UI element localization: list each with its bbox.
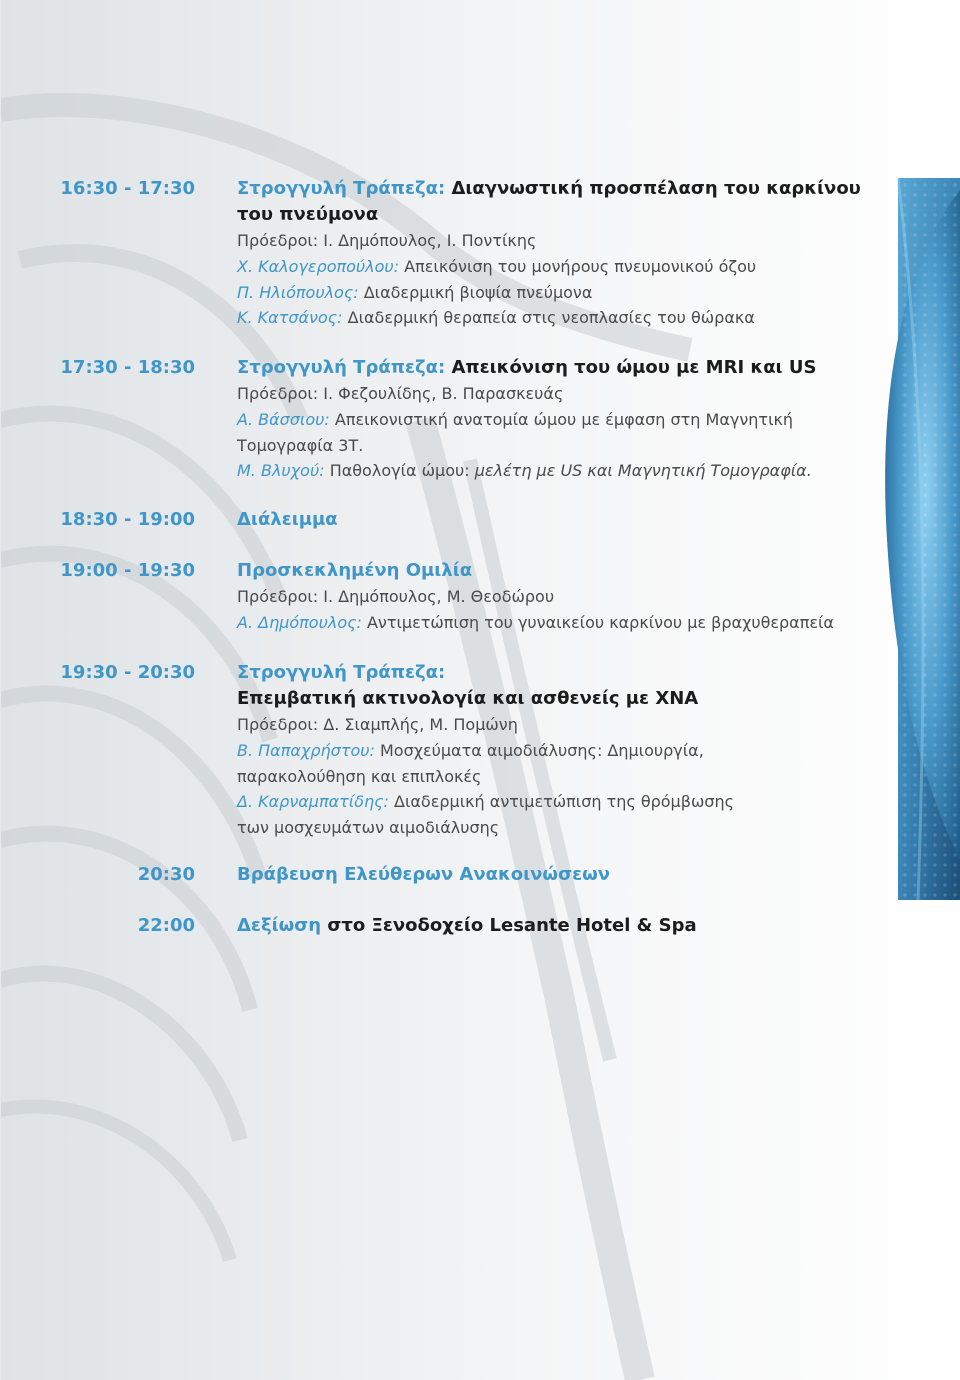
session-title: Απεικόνιση του ώμου με MRI και US (451, 357, 817, 378)
talk-item (237, 738, 847, 764)
talk-item (237, 458, 847, 484)
talk-speaker: Α. Βάσσιου: (237, 409, 330, 429)
talk-item (237, 254, 847, 280)
session-content (237, 862, 847, 888)
session-time: 20:30 (137, 864, 195, 885)
talk-topic: Αντιμετώπιση του γυναικείου καρκίνου με βραχυθεραπεία (366, 612, 834, 632)
talk-topic-continued: παρακολούθηση και επιπλοκές (237, 766, 482, 786)
talk-speaker: Β. Παπαχρήστου: (237, 740, 375, 760)
session-content (237, 507, 847, 533)
session-type-label: Στρογγυλή Τράπεζα: (237, 357, 446, 378)
session-content (237, 355, 847, 484)
talk-topic-detail: μελέτη με US και Μαγνητική Τομογραφία. (474, 461, 812, 481)
session-chairs: Πρόεδροι: Ι. Φεζουλίδης, Β. Παρασκευάς (237, 384, 564, 403)
session-time: 17:30 - 18:30 (60, 357, 195, 378)
talk-speaker: Π. Ηλιόπουλος: (237, 282, 359, 302)
session-time: 19:00 - 19:30 (60, 560, 195, 581)
session-time: 18:30 - 19:00 (60, 509, 195, 530)
talk-topic-continued: Τομογραφία 3Τ. (237, 435, 364, 455)
talk-item (237, 610, 847, 636)
session-chairs: Πρόεδροι: Δ. Σιαμπλής, Μ. Πομώνη (237, 715, 518, 734)
talk-item (237, 280, 847, 306)
session-time: 22:00 (137, 915, 195, 936)
talk-speaker: Α. Δημόπουλος: (237, 612, 362, 632)
talk-item (237, 407, 847, 433)
talk-topic: Απεικόνιση του μονήρους πνευμονικού όζου (404, 256, 757, 276)
session-title-continued: του πνεύμονα (237, 204, 379, 225)
talk-topic: Διαδερμική θεραπεία στις νεοπλασίες του θώρακα (347, 308, 755, 328)
session-title: Προσκεκλημένη Ομιλία (237, 560, 473, 581)
session-type-label: Δεξίωση (237, 915, 322, 936)
talk-topic: Διαδερμική αντιμετώπιση της θρόμβωσης (394, 792, 735, 812)
session-chairs: Πρόεδροι: Ι. Δημόπουλος, Μ. Θεοδώρου (237, 587, 555, 606)
session-chairs: Πρόεδροι: Ι. Δημόπουλος, Ι. Ποντίκης (237, 231, 537, 250)
talk-speaker: Κ. Κατσάνος: (237, 308, 343, 328)
talk-topic: Διαδερμική βιοψία πνεύμονα (363, 282, 593, 302)
talk-item (237, 789, 847, 815)
session-content (237, 558, 847, 636)
session-content (237, 913, 847, 939)
talk-speaker: Μ. Βλυχού: (237, 461, 325, 481)
talk-item (237, 305, 847, 331)
session-type-label: Στρογγυλή Τράπεζα: (237, 662, 446, 683)
talk-topic-continued: των μοσχευμάτων αιμοδιάλυσης (237, 818, 500, 838)
session-content (237, 176, 861, 331)
session-title: Βράβευση Ελεύθερων Ανακοινώσεων (237, 864, 611, 885)
session-title: Διάλειμμα (237, 509, 338, 530)
session-title: στο Ξενοδοχείο Lesante Hotel & Spa (327, 915, 697, 936)
session-type-label: Στρογγυλή Τράπεζα: (237, 178, 446, 199)
talk-speaker: Χ. Καλογεροπούλου: (237, 256, 400, 276)
talk-topic: Παθολογία ώμου: (329, 461, 470, 481)
session-content (237, 660, 847, 841)
talk-topic: Απεικονιστική ανατομία ώμου με έμφαση στη Μαγνητική (334, 409, 794, 429)
session-title: Επεμβατική ακτινολογία και ασθενείς με ΧΝΑ (237, 688, 699, 709)
talk-topic: Μοσχεύματα αιμοδιάλυσης: Δημιουργία, (379, 740, 704, 760)
session-title: Διαγνωστική προσπέλαση του καρκίνου (451, 178, 861, 199)
session-time: 16:30 - 17:30 (60, 178, 195, 199)
talk-speaker: Δ. Καρναμπατίδης: (237, 792, 389, 812)
session-time: 19:30 - 20:30 (60, 662, 195, 683)
